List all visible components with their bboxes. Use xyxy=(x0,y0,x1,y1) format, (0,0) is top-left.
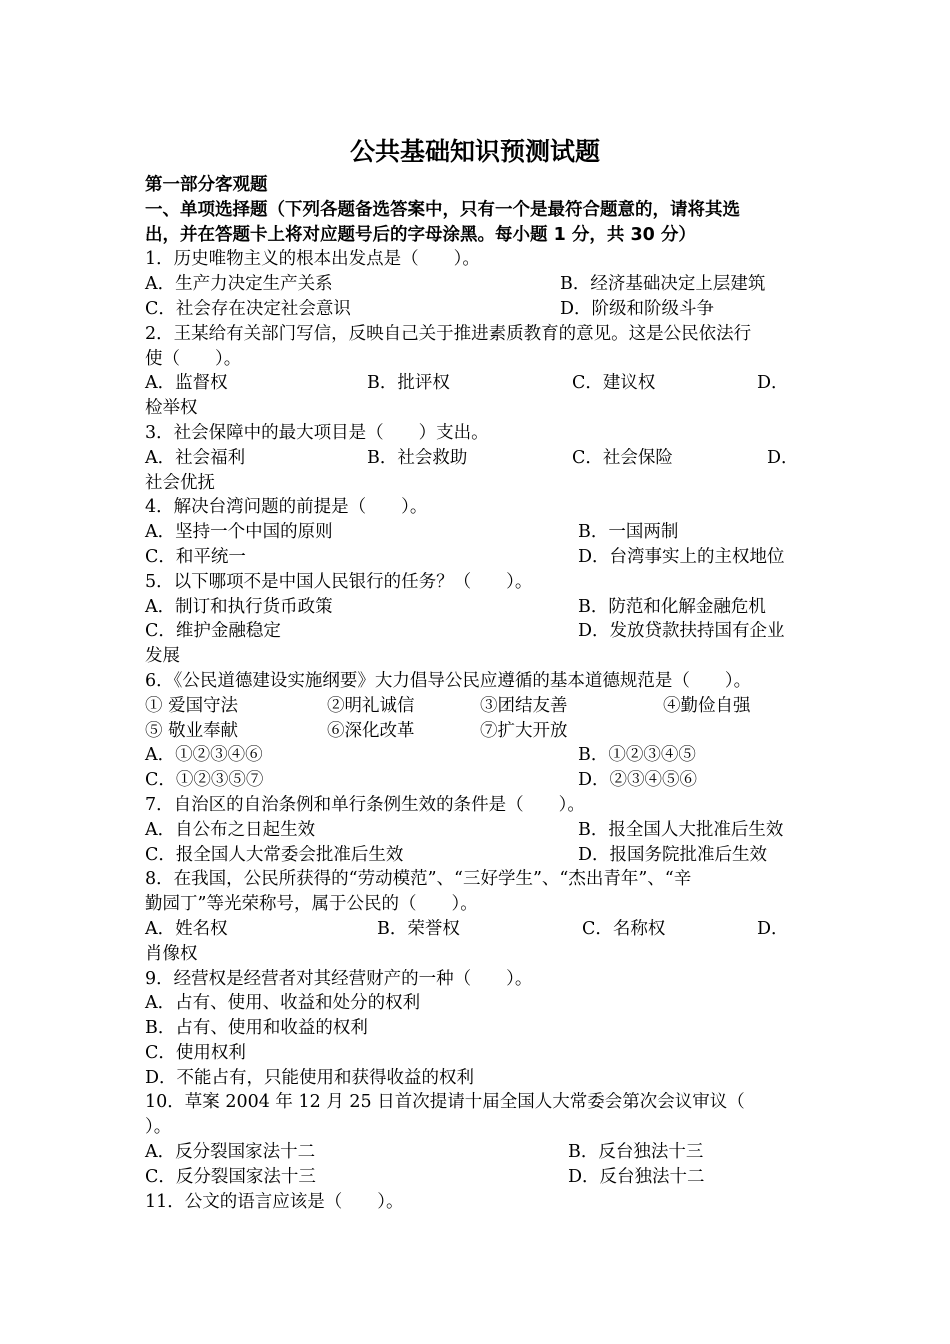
section-heading-line-2: 出，并在答题卡上将对应题号后的字母涂黑。每小题 1 分，共 30 分） xyxy=(145,224,696,245)
q3-option-a: A．社会福利 xyxy=(145,447,246,468)
question-5-options-row-2 xyxy=(145,619,815,644)
question-4-options-row-1 xyxy=(145,520,815,545)
q3-option-c: C．社会保险 xyxy=(572,447,673,468)
page-title: 公共基础知识预测试题 xyxy=(349,137,600,166)
question-2-stem-line-2: 使（ ）。 xyxy=(145,348,242,369)
q6-option-d: D．②③④⑤⑥ xyxy=(578,770,698,791)
question-1-stem: 1．历史唯物主义的根本出发点是（ ）。 xyxy=(145,249,480,270)
q10-option-d: D．反台独法十二 xyxy=(568,1166,705,1187)
question-1-options-row-2 xyxy=(145,297,815,322)
question-6-options-row-1 xyxy=(145,743,815,768)
question-6-options-row-2 xyxy=(145,768,815,793)
q6-option-c: C．①②③⑤⑦ xyxy=(145,770,264,791)
question-5-options-row-1 xyxy=(145,595,815,620)
q4-option-b: B．一国两制 xyxy=(578,522,679,543)
q3-option-b: B．社会救助 xyxy=(367,447,468,468)
q7-option-c: C．报全国人大常委会批准后生效 xyxy=(145,844,404,865)
q5-option-c: C．维护金融稳定 xyxy=(145,621,281,642)
q6-item-4: ④勤俭自强 xyxy=(663,695,751,716)
q2-option-d-continued: 检举权 xyxy=(145,398,198,419)
question-7-options-row-1 xyxy=(145,818,815,843)
q8-option-d: D． xyxy=(757,918,789,939)
question-10-stem-line-1: 10．草案 2004 年 12 月 25 日首次提请十届全国人大常委会第次会议审议（ xyxy=(145,1092,745,1113)
q8-option-a: A．姓名权 xyxy=(145,918,228,939)
question-4-stem: 4．解决台湾问题的前提是（ ）。 xyxy=(145,497,428,518)
question-6-items-row-2 xyxy=(145,719,815,744)
question-8-stem-line-1: 8．在我国，公民所获得的“劳动模范”、“三好学生”、“杰出青年”、“辛 xyxy=(145,869,692,890)
question-2-options xyxy=(145,371,815,396)
q9-option-d: D．不能占有，只能使用和获得收益的权利 xyxy=(145,1067,475,1088)
q8-option-b: B．荣誉权 xyxy=(377,918,460,939)
q4-option-d: D．台湾事实上的主权地位 xyxy=(578,546,785,567)
question-5-stem: 5．以下哪项不是中国人民银行的任务？（ ）。 xyxy=(145,571,533,592)
question-9-stem: 9．经营权是经营者对其经营财产的一种（ ）。 xyxy=(145,968,533,989)
q3-option-d: D． xyxy=(767,447,799,468)
question-6-items-row-1 xyxy=(145,694,815,719)
question-8-options xyxy=(145,917,815,942)
q9-option-c: C．使用权利 xyxy=(145,1042,246,1063)
q9-option-a: A．占有、使用、收益和处分的权利 xyxy=(145,993,421,1014)
section-heading-line-1: 一、单项选择题（下列各题备选答案中，只有一个是最符合题意的，请将其选 xyxy=(145,199,740,220)
q10-option-c: C．反分裂国家法十三 xyxy=(145,1166,316,1187)
q2-option-d: D． xyxy=(757,373,789,394)
q10-option-a: A．反分裂国家法十二 xyxy=(145,1142,316,1163)
q8-option-c: C．名称权 xyxy=(582,918,666,939)
q6-item-6: ⑥深化改革 xyxy=(327,720,415,741)
q2-option-c: C．建议权 xyxy=(572,373,656,394)
q6-item-5: ⑤ 敬业奉献 xyxy=(145,720,239,741)
part-heading: 第一部分客观题 xyxy=(145,175,268,195)
q10-option-b: B．反台独法十三 xyxy=(568,1142,704,1163)
q6-option-a: A．①②③④⑥ xyxy=(145,745,263,766)
q1-option-a: A．生产力决定生产关系 xyxy=(145,274,333,295)
q3-option-d-continued: 社会优抚 xyxy=(145,472,215,493)
question-1-options-row-1 xyxy=(145,272,815,297)
q7-option-d: D．报国务院批准后生效 xyxy=(578,844,768,865)
question-3-options xyxy=(145,446,815,471)
q2-option-a: A．监督权 xyxy=(145,373,228,394)
question-6-stem: 6．《公民道德建设实施纲要》大力倡导公民应遵循的基本道德规范是（ ）。 xyxy=(145,670,752,691)
question-4-options-row-2 xyxy=(145,545,815,570)
question-7-options-row-2 xyxy=(145,843,815,868)
q5-option-b: B．防范和化解金融危机 xyxy=(578,596,766,617)
q5-option-a: A．制订和执行货币政策 xyxy=(145,596,333,617)
q9-option-b: B．占有、使用和收益的权利 xyxy=(145,1018,368,1039)
q5-option-d-continued: 发展 xyxy=(145,646,180,667)
q4-option-c: C．和平统一 xyxy=(145,546,246,567)
q6-item-1: ① 爱国守法 xyxy=(145,695,239,716)
q4-option-a: A．坚持一个中国的原则 xyxy=(145,522,333,543)
question-7-stem: 7．自治区的自治条例和单行条例生效的条件是（ ）。 xyxy=(145,794,585,815)
q5-option-d: D．发放贷款扶持国有企业 xyxy=(578,621,785,642)
question-3-stem: 3．社会保障中的最大项目是（ ）支出。 xyxy=(145,422,489,443)
q8-option-d-continued: 肖像权 xyxy=(145,943,198,964)
q7-option-a: A．自公布之日起生效 xyxy=(145,819,316,840)
document-body xyxy=(145,173,815,1214)
q2-option-b: B．批评权 xyxy=(367,373,450,394)
question-10-options-row-1 xyxy=(145,1140,815,1165)
q6-item-2: ②明礼诚信 xyxy=(327,695,415,716)
q7-option-b: B．报全国人大批准后生效 xyxy=(578,819,784,840)
q1-option-b: B．经济基础决定上层建筑 xyxy=(560,274,766,295)
q6-option-b: B．①②③④⑤ xyxy=(578,745,696,766)
question-8-stem-line-2: 勤园丁”等光荣称号，属于公民的（ ）。 xyxy=(145,894,478,915)
question-2-stem-line-1: 2．王某给有关部门写信，反映自己关于推进素质教育的意见。这是公民依法行 xyxy=(145,323,752,344)
q1-option-d: D．阶级和阶级斗争 xyxy=(560,298,715,319)
q6-item-3: ③团结友善 xyxy=(480,695,568,716)
question-10-stem-line-2: ）。 xyxy=(145,1117,172,1138)
question-11-stem: 11．公文的语言应该是（ ）。 xyxy=(145,1191,404,1212)
question-10-options-row-2 xyxy=(145,1165,815,1190)
q1-option-c: C．社会存在决定社会意识 xyxy=(145,298,351,319)
q6-item-7: ⑦扩大开放 xyxy=(480,720,568,741)
